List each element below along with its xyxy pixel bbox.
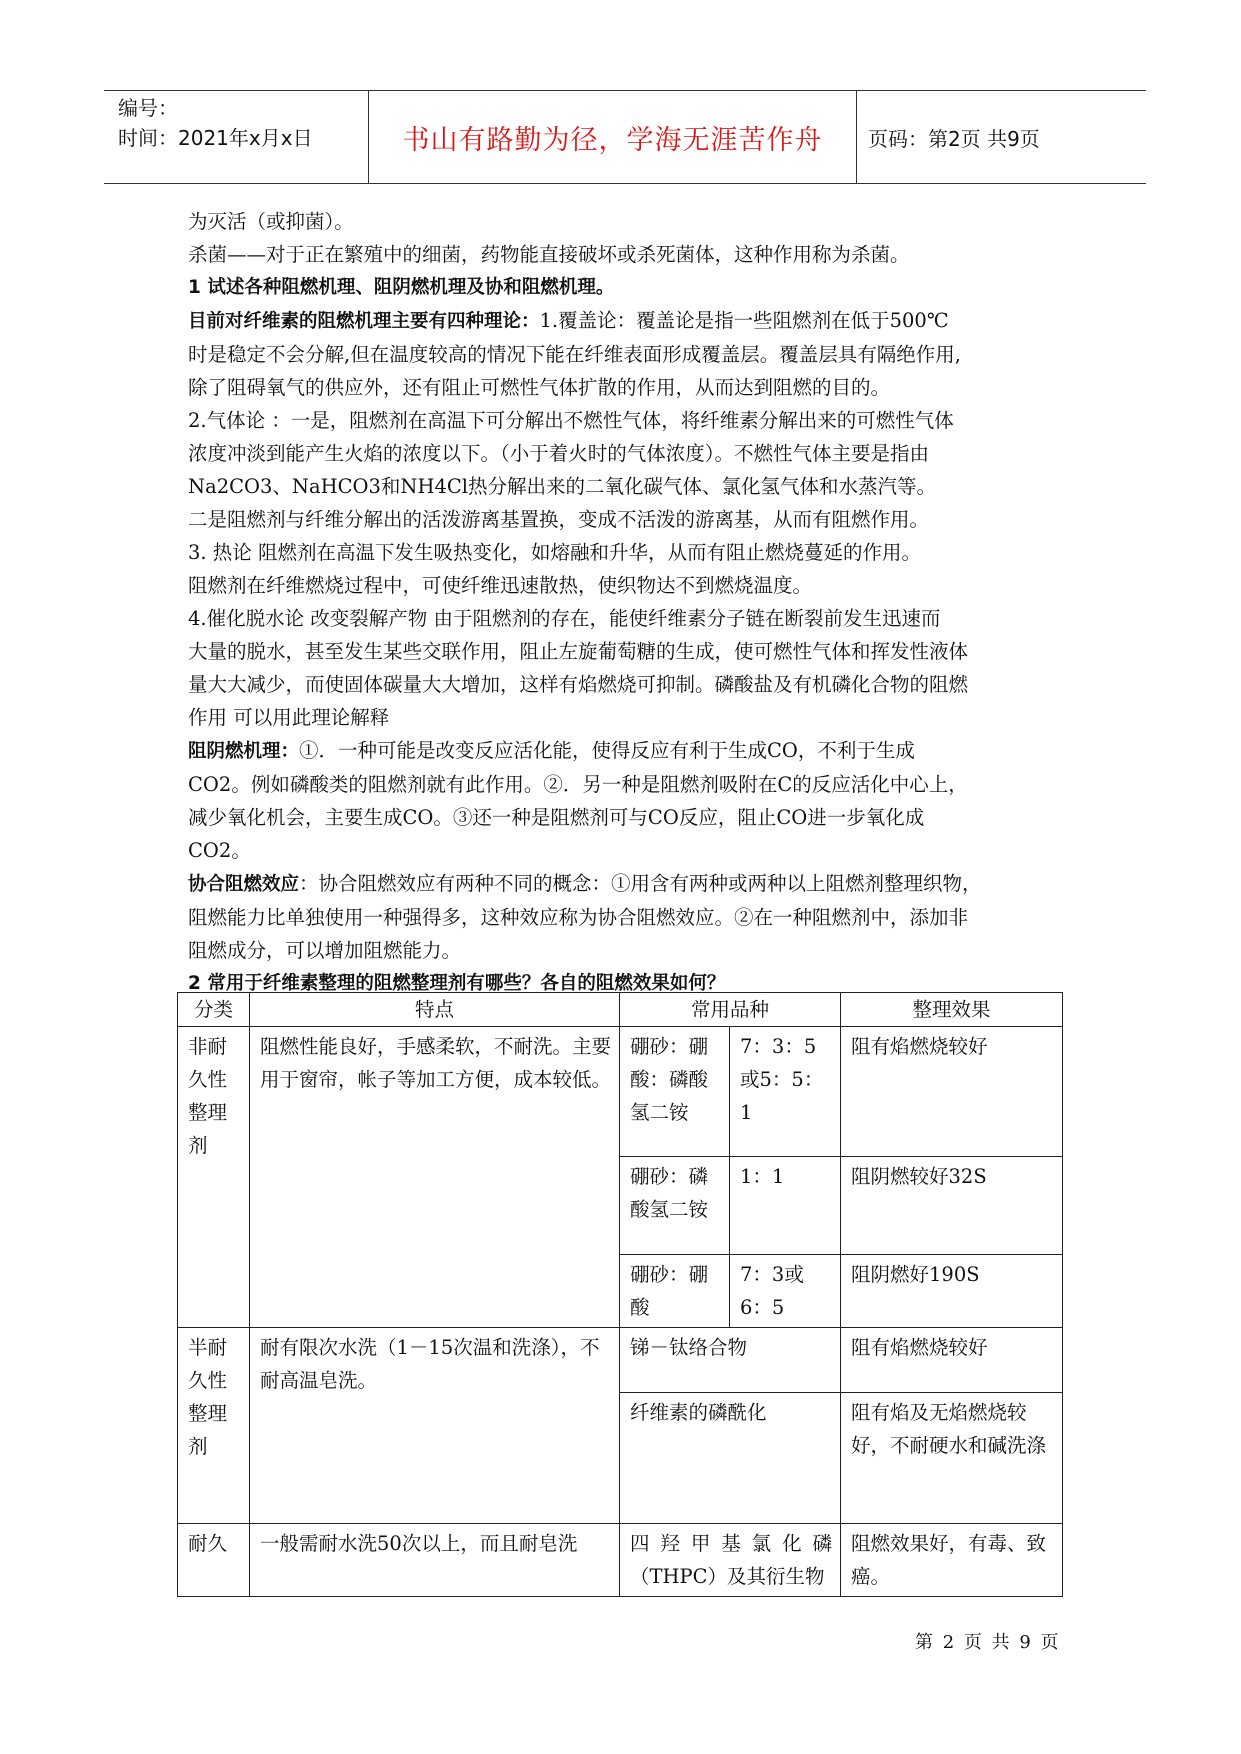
variety-cell: 硼砂：硼酸：磷酸氢二铵 [620,1027,730,1157]
table-header: 特点 [250,993,620,1027]
ratio-cell: 1：1 [730,1157,841,1255]
question-heading: 1 试述各种阻燃机理、阻阴燃机理及协和阻燃机理。 [188,277,615,298]
header-meta [118,93,368,153]
body-line: 阻燃剂在纤维燃烧过程中，可使纤维迅速散热，使织物达不到燃烧温度。 [188,574,813,597]
header-divider [856,91,857,183]
body-line: 为灭活（或抑菌）。 [188,210,354,233]
bold-lead: 阻阴燃机理： [188,741,300,762]
effect-cell: 阻有焰及无焰燃烧较好，不耐硬水和碱洗涤 [841,1393,1063,1524]
body-line: 3. 热论 阻燃剂在高温下发生吸热变化，如熔融和升华，从而有阻止燃烧蔓延的作用。 [188,541,922,564]
effect-cell: 阻有焰燃烧较好 [841,1027,1063,1157]
body-line [188,867,1068,901]
body-line: 减少氧化机会，主要生成CO。③还一种是阻燃剂可与CO反应，阻止CO进一步氧化成 [188,806,925,829]
bold-lead: 协合阻燃效应 [188,874,300,895]
body-line [188,734,1068,768]
ratio-cell: 7：3：5或5：5：1 [730,1027,841,1157]
body-line [188,304,1068,338]
body-line: 阻燃能力比单独使用一种强得多，这种效应称为协合阻燃效应。②在一种阻燃剂中，添加非 [188,906,969,929]
flame-retardant-table [177,992,1063,1597]
page-header [104,90,1146,184]
table-header: 整理效果 [841,993,1063,1027]
body-line: 2.气体论 ：一是，阻燃剂在高温下可分解出不燃性气体，将纤维素分解出来的可燃性气体 [188,409,954,432]
category-cell: 耐久 [178,1524,250,1597]
table-row [178,1328,1063,1393]
body-text: 1.覆盖论：覆盖论是指一些阻燃剂在低于500℃ [539,309,949,332]
header-page-indicator: 页码：第2页 共9页 [868,126,1040,151]
body-line: Na2CO3、NaHCO3和NH4Cl热分解出来的二氧化碳气体、氯化氢气体和水蒸汽等。 [188,475,937,498]
body-line: 时是稳定不会分解,但在温度较高的情况下能在纤维表面形成覆盖层。覆盖层具有隔绝作用, [188,343,961,366]
body-line: CO2。例如磷酸类的阻燃剂就有此作用。②．另一种是阻燃剂吸附在C的反应活化中心上， [188,773,968,796]
table-row [178,1027,1063,1157]
effect-cell: 阻阴燃较好32S [841,1157,1063,1255]
effect-cell: 阻阴燃好190S [841,1255,1063,1328]
body-line: 除了阻碍氧气的供应外，还有阻止可燃性气体扩散的作用，从而达到阻燃的目的。 [188,376,891,399]
document-time-label: 时间：2021年x月x日 [118,126,313,150]
variety-cell: 硼砂：磷酸氢二铵 [620,1157,730,1255]
document-number-label: 编号： [118,96,178,120]
body-line: 杀菌——对于正在繁殖中的细菌，药物能直接破坏或杀死菌体，这种作用称为杀菌。 [188,243,910,266]
header-motto: 书山有路勤为径，学海无涯苦作舟 [402,124,823,156]
body-line: 大量的脱水，甚至发生某些交联作用，阻止左旋葡萄糖的生成，使可燃性气体和挥发性液体 [188,640,969,663]
body-line: 阻燃成分，可以增加阻燃能力。 [188,939,462,962]
body-line: 4.催化脱水论 改变裂解产物 由于阻燃剂的存在，能使纤维素分子链在断裂前发生迅速而 [188,607,941,630]
body-text: ：协合阻燃效应有两种不同的概念：①用含有两种或两种以上阻燃剂整理织物， [299,872,982,895]
effect-cell: 阻有焰燃烧较好 [841,1328,1063,1393]
body-text: ①．一种可能是改变反应活化能，使得反应有利于生成CO，不利于生成 [299,739,915,762]
table-row [178,1524,1063,1597]
table-header: 分类 [178,993,250,1027]
variety-cell: 纤维素的磷酰化 [620,1393,841,1524]
page-footer: 第 2 页 共 9 页 [915,1632,1061,1653]
variety-cell: 硼砂：硼酸 [620,1255,730,1328]
variety-cell: 锑－钛络合物 [620,1328,841,1393]
body-line: CO2。 [188,839,251,862]
document-body [188,205,1068,1000]
body-line: 浓度冲淡到能产生火焰的浓度以下。（小于着火时的气体浓度）。不燃性气体主要是指由 [188,442,930,465]
category-cell: 半耐久性整理剂 [178,1328,250,1524]
variety-cell: 四羟甲基氯化磷（THPC）及其衍生物 [620,1524,841,1597]
effect-cell: 阻燃效果好，有毒、致癌。 [841,1524,1063,1597]
bold-lead: 目前对纤维素的阻燃机理主要有四种理论： [188,311,540,332]
question-heading: 2 常用于纤维素整理的阻燃整理剂有哪些？各自的阻燃效果如何？ [188,973,726,994]
body-line: 量大大减少，而使固体碳量大大增加，这样有焰燃烧可抑制。磷酸盐及有机磷化合物的阻燃 [188,673,969,696]
body-line: 二是阻燃剂与纤维分解出的活泼游离基置换，变成不活泼的游离基，从而有阻燃作用。 [188,508,930,531]
category-cell: 非耐久性整理剂 [178,1027,250,1328]
table-header-row [178,993,1063,1027]
feature-cell: 一般需耐水洗50次以上，而且耐皂洗 [250,1524,620,1597]
feature-cell: 耐有限次水洗（1－15次温和洗涤），不耐高温皂洗。 [250,1328,620,1524]
ratio-cell: 7：3或6：5 [730,1255,841,1328]
feature-cell: 阻燃性能良好，手感柔软，不耐洗。主要用于窗帘，帐子等加工方便，成本较低。 [250,1027,620,1328]
table-header: 常用品种 [620,993,841,1027]
body-line: 作用 可以用此理论解释 [188,706,390,729]
